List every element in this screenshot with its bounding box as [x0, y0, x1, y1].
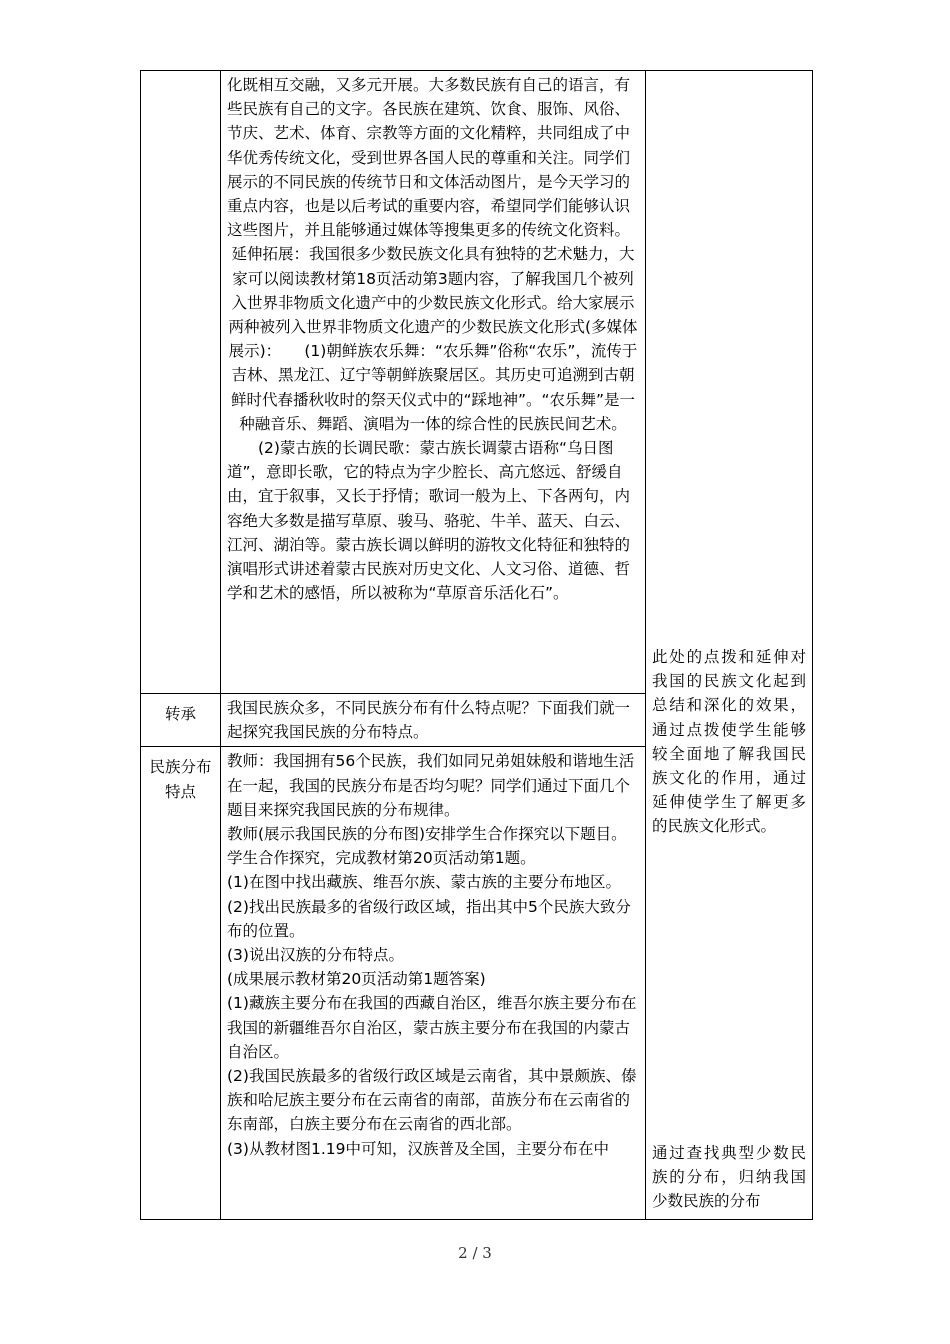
- content-paragraph: (成果展示教材第20页活动第1题答案): [227, 970, 486, 989]
- lesson-plan-table: [140, 70, 813, 1220]
- content-paragraph: 教师(展示我国民族的分布图)安排学生合作探究以下题目。: [227, 825, 627, 844]
- design-note: 此处的点拨和延伸对我国的民族文化起到总结和深化的效果，通过点拨使学生能够较全面地了解我国民族文化的作用，通过延伸使学生了解更多的民族文化形式。: [652, 648, 806, 836]
- content-paragraph: 学生合作探究，完成教材第20页活动第1题。: [227, 849, 536, 868]
- content-paragraph: (2)蒙古族的长调民歌：蒙古族长调蒙古语称“乌日图道”，意即长歌，它的特点为字少腔长、高亢悠远、舒缓自由，宜于叙事，又长于抒情；歌词一般为上、下各两句，内容绝大多数是描写草原、骏马、骆驼、牛羊、蓝天、白云、江河、湖泊等。蒙古族长调以鲜明的游牧文化特征和独特的演唱形式讲述着蒙古民族对历史文化、人文习俗、道德、哲学和艺术的感悟，所以被称为“草原音乐活化石”。: [227, 439, 631, 603]
- content-paragraph: (2)找出民族最多的省级行政区域，指出其中5个民族大致分布的位置。: [227, 897, 631, 940]
- content-cell: [221, 71, 646, 694]
- content-cell: [221, 747, 646, 1220]
- design-note: 通过查找典型少数民族的分布，归纳我国少数民族的分布: [652, 1144, 806, 1211]
- stage-cell: [141, 71, 221, 694]
- content-paragraph: 教师：我国拥有56个民族，我们如同兄弟姐妹般和谐地生活在一起，我国的民族分布是否均匀呢？同学们通过下面几个题目来探究我国民族的分布规律。: [227, 752, 635, 819]
- page-number: 2 / 3: [458, 1244, 492, 1262]
- content-paragraph: (1)在图中找出藏族、维吾尔族、蒙古族的主要分布地区。: [227, 873, 621, 892]
- content-paragraph: (1)藏族主要分布在我国的西藏自治区，维吾尔族主要分布在我国的新疆维吾尔自治区，蒙古族主要分布在我国的内蒙古自治区。: [227, 994, 637, 1061]
- content-paragraph: 延伸拓展：我国很多少数民族文化具有独特的艺术魅力，大家可以阅读教材第18页活动第3题内容，了解我国几个被列入世界非物质文化遗产中的少数民族文化形式。给大家展示两种被列入世界非物质文化遗产的少数民族文化形式(多媒体展示)： (1)朝鲜族农乐舞：“农乐舞”俗称“农乐”，流传于吉林、黑龙江、辽宁等朝鲜族聚居区。其历史可追溯到古朝鲜时代春播秋收时的祭天仪式中的“踩地神”。“农乐舞”是一种融音乐、舞蹈、演唱为一体的综合性的民族民间艺术。: [228, 245, 638, 433]
- note-cell: [646, 71, 813, 1220]
- content-paragraph: (3)从教材图1.19中可知，汉族普及全国，主要分布在中: [227, 1139, 609, 1158]
- content-paragraph: (2)我国民族最多的省级行政区域是云南省，其中景颇族、傣族和哈尼族主要分布在云南省的南部，苗族分布在云南省的东南部，白族主要分布在云南省的西北部。: [227, 1067, 637, 1134]
- content-paragraph: 我国民族众多，不同民族分布有什么特点呢？下面我们就一起探究我国民族的分布特点。: [227, 699, 631, 742]
- stage-cell: 转承: [141, 694, 221, 747]
- content-paragraph: 化既相互交融，又多元开展。大多数民族有自己的语言，有些民族有自己的文字。各民族在建筑、饮食、服饰、风俗、节庆、艺术、体育、宗教等方面的文化精粹，共同组成了中华优秀传统文化，受到世界各国人民的尊重和关注。同学们展示的不同民族的传统节日和文体活动图片，是今天学习的重点内容，也是以后考试的重要内容，希望同学们能够认识这些图片，并且能够通过媒体等搜集更多的传统文化资料。: [227, 76, 631, 240]
- stage-cell: 民族分布特点: [141, 747, 221, 1220]
- content-paragraph: (3)说出汉族的分布特点。: [227, 946, 404, 965]
- table-row: [141, 71, 813, 694]
- content-cell: [221, 694, 646, 747]
